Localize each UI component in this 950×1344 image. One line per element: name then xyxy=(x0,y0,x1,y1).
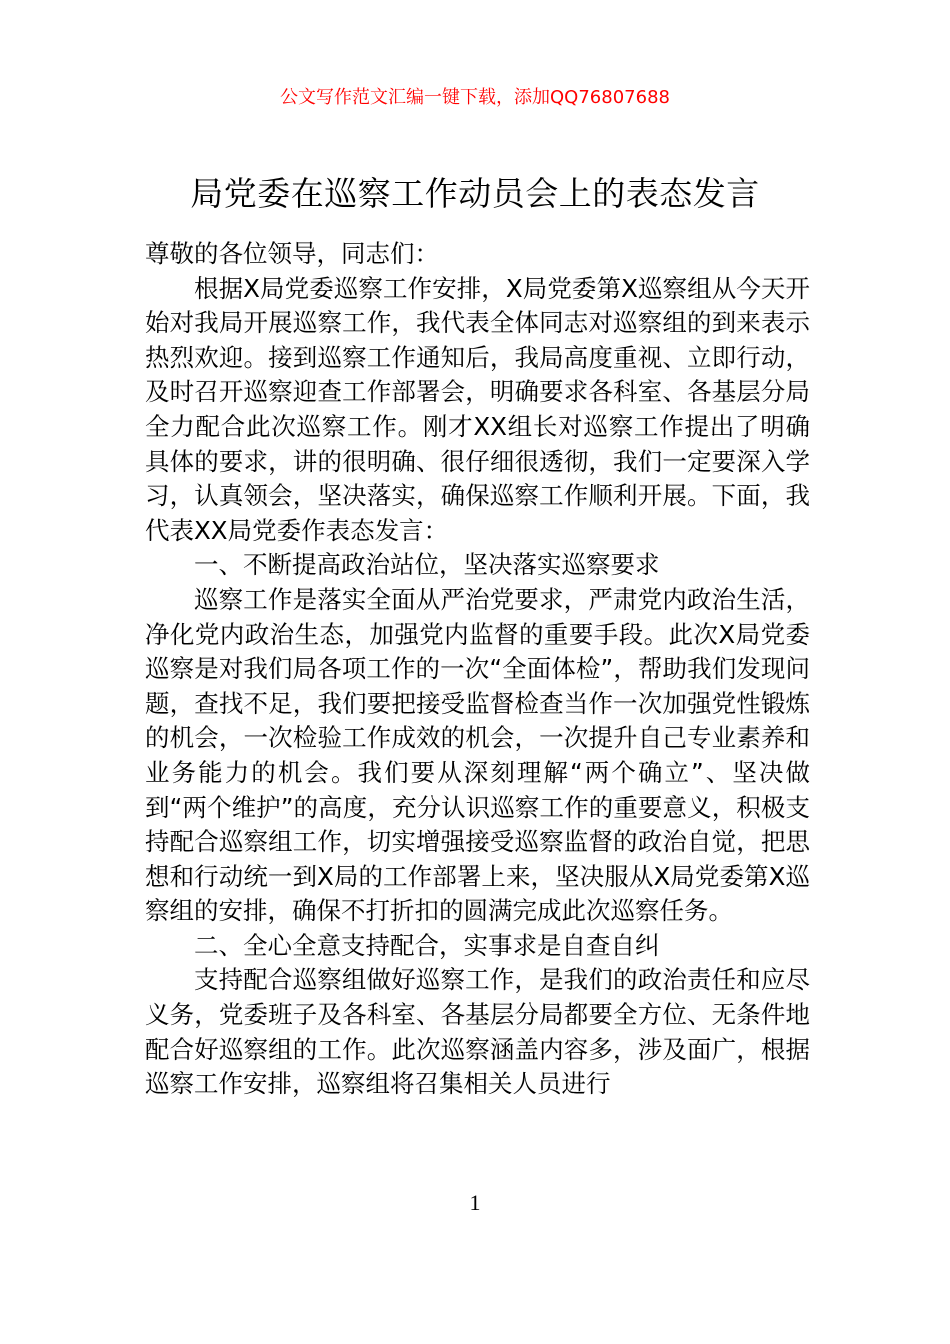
paragraph-intro: 根据X局党委巡察工作安排，X局党委第X巡察组从今天开始对我局开展巡察工作，我代表全体同志对巡察组的到来表示热烈欢迎。接到巡察工作通知后，我局高度重视、立即行动，及时召开巡察迎查工作部署会，明确要求各科室、各基层分局全力配合此次巡察工作。刚才XX组长对巡察工作提出了明确具体的要求，讲的很明确、很仔细很透彻，我们一定要深入学习，认真领会，坚决落实，确保巡察工作顺利开展。下面，我代表XX局党委作表态发言： xyxy=(145,273,810,545)
section-heading-2: 二、全心全意支持配合，实事求是自查自纠 xyxy=(194,930,660,960)
header-note: 公文写作范文汇编一键下载，添加QQ76807688 xyxy=(280,87,670,108)
document-title: 局党委在巡察工作动员会上的表态发言 xyxy=(190,174,760,213)
paragraph-section-1: 巡察工作是落实全面从严治党要求，严肃党内政治生活，净化党内政治生态，加强党内监督的重要手段。此次X局党委巡察是对我们局各项工作的一次“全面体检”，帮助我们发现问题，查找不足，我们要把接受监督检查当作一次加强党性锻炼的机会，一次检验工作成效的机会，一次提升自己专业素养和业务能力的机会。我们要从深刻理解“两个确立”、坚决做到“两个维护”的高度，充分认识巡察工作的重要意义，积极支持配合巡察组工作，切实增强接受巡察监督的政治自觉，把思想和行动统一到X局的工作部署上来，坚决服从X局党委第X巡察组的安排，确保不打折扣的圆满完成此次巡察任务。 xyxy=(145,584,810,926)
paragraph-section-2: 支持配合巡察组做好巡察工作，是我们的政治责任和应尽义务，党委班子及各科室、各基层分局都要全方位、无条件地配合好巡察组的工作。此次巡察涵盖内容多，涉及面广，根据巡察工作安排，巡察组将召集相关人员进行 xyxy=(145,965,810,1099)
page-number: 1 xyxy=(469,1190,481,1215)
salutation: 尊敬的各位领导，同志们： xyxy=(145,239,439,268)
section-heading-1: 一、不断提高政治站位，坚决落实巡察要求 xyxy=(194,550,660,580)
document-body xyxy=(145,237,810,1102)
